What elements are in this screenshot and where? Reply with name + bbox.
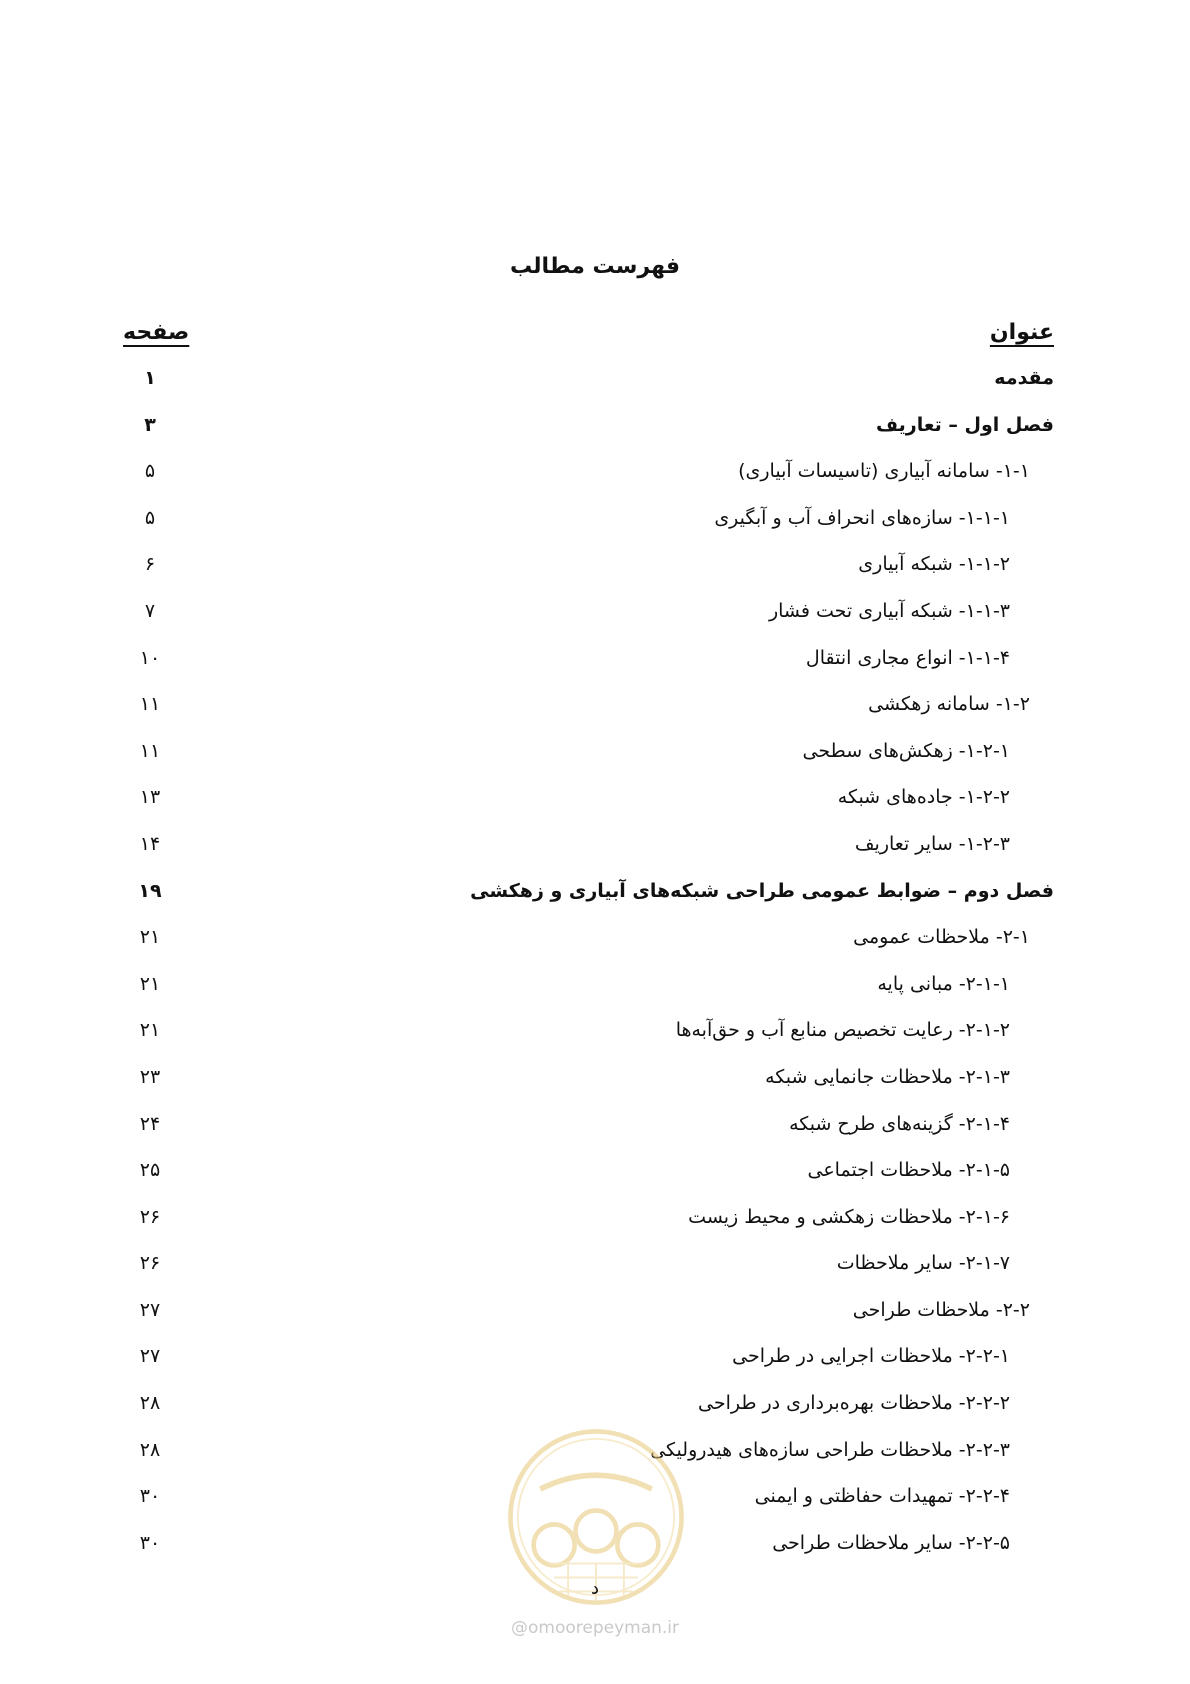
toc-entry-title: ۱-۱- سامانه آبیاری (تاسیسات آبیاری) — [738, 460, 1030, 483]
toc-entry-page: ۲۱ — [139, 1019, 161, 1042]
column-header-title: عنوان — [989, 320, 1054, 345]
column-header-page: صفحه — [123, 320, 190, 345]
toc-entry-page: ۳ — [144, 413, 156, 436]
toc-entry-title: ۱-۱-۱- سازه‌های انحراف آب و آبگیری — [714, 506, 1010, 529]
toc-entry-page: ۵ — [144, 460, 156, 483]
toc-entry-title: ۱-۲- سامانه زهکشی — [868, 693, 1030, 716]
toc-entry — [0, 833, 1190, 880]
toc-entry-page: ۵ — [144, 506, 156, 529]
toc-entry — [0, 507, 1190, 554]
toc-entry — [0, 414, 1190, 461]
toc-entry-page: ۱۴ — [139, 832, 161, 855]
toc-entry-title: ۱-۲-۲- جاده‌های شبکه — [837, 786, 1010, 809]
toc-entry-page: ۱۱ — [139, 739, 161, 762]
toc-entry — [0, 1019, 1190, 1066]
toc-entry — [0, 600, 1190, 647]
toc-entry-page: ۲۱ — [139, 926, 161, 949]
toc-entry-title: ۱-۱-۲- شبکه آبیاری — [858, 553, 1010, 576]
toc-entry — [0, 1299, 1190, 1346]
toc-entry-page: ۲۸ — [139, 1438, 161, 1461]
toc-entry-title: ۱-۱-۴- انواع مجاری انتقال — [805, 646, 1010, 669]
toc-entry-title: ۲-۱- ملاحظات عمومی — [853, 926, 1030, 949]
toc-entry — [0, 553, 1190, 600]
toc-entry — [0, 786, 1190, 833]
toc-entry-title: فصل اول – تعاریف — [876, 413, 1054, 436]
toc-entry-title: ۲-۱-۶- ملاحظات زهکشی و محیط زیست — [688, 1205, 1010, 1228]
toc-entry-page: ۱ — [144, 367, 156, 389]
toc-entry-title: فصل دوم – ضوابط عمومی طراحی شبکه‌های آبیاری و زهکشی — [470, 879, 1054, 902]
toc-entry-page: ۷ — [144, 599, 156, 622]
toc-entry-title: ۲-۱-۲- رعایت تخصیص منابع آب و حق‌آبه‌ها — [675, 1019, 1010, 1042]
toc-entry — [0, 740, 1190, 787]
toc-entry — [0, 1206, 1190, 1253]
toc-entry-title: مقدمه — [994, 367, 1054, 389]
toc-entry — [0, 880, 1190, 927]
toc-entry-page: ۲۱ — [139, 972, 161, 995]
toc-entry-page: ۲۷ — [139, 1345, 161, 1368]
toc-entry-page: ۱۰ — [139, 646, 161, 669]
toc-entry-page: ۱۱ — [139, 693, 161, 716]
toc-entry-page: ۲۶ — [139, 1205, 161, 1228]
toc-entry — [0, 926, 1190, 973]
toc-entry-page: ۱۹ — [138, 879, 162, 902]
toc-entry-title: ۲-۲-۴- تمهیدات حفاظتی و ایمنی — [754, 1485, 1010, 1508]
toc-entry — [0, 1252, 1190, 1299]
toc-entry-title: ۲-۲-۳- ملاحظات طراحی سازه‌های هیدرولیکی — [650, 1438, 1010, 1461]
toc-entry-page: ۲۷ — [139, 1298, 161, 1321]
toc-entry-title: ۱-۲-۳- سایر تعاریف — [854, 832, 1010, 855]
toc-entry-title: ۱-۲-۱- زهکش‌های سطحی — [802, 739, 1010, 762]
toc-entry-title: ۲-۱-۱- مبانی پایه — [877, 972, 1010, 995]
toc-entry-title: ۱-۱-۳- شبکه آبیاری تحت فشار — [768, 599, 1010, 622]
toc-entry — [0, 1345, 1190, 1392]
page-title: فهرست مطالب — [509, 254, 681, 279]
toc-entry-title: ۲-۱-۷- سایر ملاحظات — [836, 1252, 1010, 1275]
toc-entry-title: ۲-۲-۵- سایر ملاحظات طراحی — [772, 1531, 1010, 1554]
toc-entry-page: ۳۰ — [139, 1485, 161, 1508]
toc-entry — [0, 1113, 1190, 1160]
toc-entry-page: ۱۳ — [139, 786, 161, 809]
toc-entry — [0, 1066, 1190, 1113]
toc-entry-title: ۲-۲-۲- ملاحظات بهره‌برداری در طراحی — [697, 1392, 1010, 1415]
toc-entry-title: ۲-۲- ملاحظات طراحی — [852, 1298, 1030, 1321]
toc-entry-title: ۲-۱-۴- گزینه‌های طرح شبکه — [789, 1112, 1010, 1135]
toc-entry-page: ۲۳ — [139, 1065, 161, 1088]
toc-entry — [0, 647, 1190, 694]
toc-entry-title: ۲-۲-۱- ملاحظات اجرایی در طراحی — [732, 1345, 1010, 1368]
page-number: د — [590, 1578, 599, 1599]
toc-entry — [0, 973, 1190, 1020]
toc-entry-page: ۶ — [144, 553, 156, 576]
toc-entry-page: ۲۴ — [139, 1112, 161, 1135]
toc-entry — [0, 367, 1190, 414]
toc-entry-title: ۲-۱-۵- ملاحظات اجتماعی — [807, 1159, 1010, 1182]
toc-entry — [0, 460, 1190, 507]
watermark-url: @omoorepeyman.ir — [510, 1618, 680, 1638]
toc-entry-page: ۳۰ — [139, 1531, 161, 1554]
toc-entry — [0, 1159, 1190, 1206]
toc-entry-title: ۲-۱-۳- ملاحظات جانمایی شبکه — [765, 1065, 1010, 1088]
table-of-contents — [0, 367, 1190, 1578]
toc-entry-page: ۲۶ — [139, 1252, 161, 1275]
toc-entry-page: ۲۵ — [139, 1159, 161, 1182]
toc-entry-page: ۲۸ — [139, 1392, 161, 1415]
toc-entry — [0, 693, 1190, 740]
